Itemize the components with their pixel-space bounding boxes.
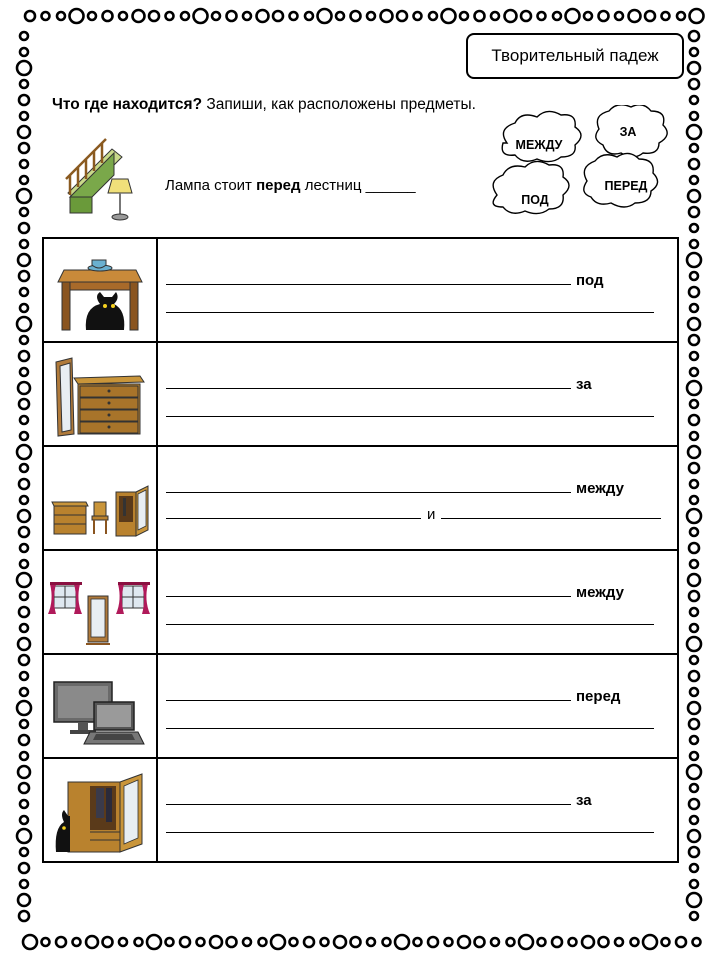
border-circle	[19, 223, 29, 233]
answer-blank[interactable]	[166, 299, 654, 313]
border-circle	[20, 288, 28, 296]
border-circle	[689, 719, 699, 729]
border-circle	[615, 938, 623, 946]
border-circle	[690, 9, 704, 23]
answer-blank[interactable]	[166, 791, 571, 805]
border-circle	[271, 935, 285, 949]
border-circle	[690, 368, 698, 376]
border-circle	[599, 937, 609, 947]
table-row	[43, 238, 678, 342]
border-circle	[20, 304, 28, 312]
border-circle	[584, 12, 592, 20]
border-circle	[212, 12, 220, 20]
border-circle	[290, 12, 298, 20]
border-circle	[19, 351, 29, 361]
border-circle	[20, 112, 28, 120]
answer-blank[interactable]	[166, 479, 571, 493]
border-circle	[690, 96, 698, 104]
border-circle	[180, 937, 190, 947]
word-bank	[485, 105, 685, 230]
stairs-lamp-icon	[62, 135, 142, 223]
border-circle	[687, 381, 701, 395]
border-circle	[690, 624, 698, 632]
border-circle	[20, 880, 28, 888]
monitor-laptop-icon	[50, 660, 150, 752]
border-circle	[688, 702, 700, 714]
border-circle	[689, 31, 699, 41]
border-circle	[19, 479, 29, 489]
border-circle	[690, 224, 698, 232]
border-circle	[18, 638, 30, 650]
border-circle	[243, 12, 251, 20]
border-circle	[645, 11, 655, 21]
picture-cell	[43, 654, 157, 758]
border-circle	[20, 240, 28, 248]
border-circle	[690, 528, 698, 536]
border-circle	[20, 416, 28, 424]
table-row	[43, 654, 678, 758]
border-circle	[147, 935, 161, 949]
answer-cell[interactable]	[157, 758, 678, 862]
border-circle	[19, 399, 29, 409]
border-circle	[367, 938, 375, 946]
border-circle	[227, 11, 237, 21]
border-circle	[18, 254, 30, 266]
conjunction-label: и	[427, 506, 436, 523]
border-circle	[690, 48, 698, 56]
border-circle	[18, 382, 30, 394]
border-circle	[210, 936, 222, 948]
border-circle	[689, 847, 699, 857]
picture-cell	[43, 550, 157, 654]
border-circle	[19, 735, 29, 745]
border-circle	[20, 688, 28, 696]
border-circle	[290, 938, 298, 946]
border-circle	[690, 432, 698, 440]
border-circle	[460, 12, 468, 20]
border-circle	[395, 935, 409, 949]
border-circle	[505, 10, 517, 22]
answer-blank[interactable]	[441, 505, 661, 519]
border-circle	[689, 671, 699, 681]
wardrobe-cat-icon	[50, 764, 150, 856]
border-circle	[442, 9, 456, 23]
border-circle	[20, 464, 28, 472]
instruction	[52, 96, 476, 114]
answer-line[interactable]	[166, 791, 592, 809]
border-circle	[20, 800, 28, 808]
border-circle	[566, 9, 580, 23]
answer-line[interactable]	[166, 299, 654, 317]
border-circle	[103, 11, 113, 21]
picture-cell	[43, 758, 157, 862]
border-circle	[42, 938, 50, 946]
border-circle	[70, 9, 84, 23]
border-circle	[690, 736, 698, 744]
border-circle	[690, 272, 698, 280]
border-circle	[17, 445, 31, 459]
border-circle	[552, 937, 562, 947]
border-circle	[690, 864, 698, 872]
example-sentence	[165, 177, 416, 194]
word-bank-item: ПЕРЕД	[604, 179, 648, 193]
border-circle	[615, 12, 623, 20]
border-circle	[194, 9, 208, 23]
border-circle	[334, 936, 346, 948]
border-circle	[383, 938, 391, 946]
border-circle	[166, 12, 174, 20]
border-circle	[693, 938, 701, 946]
border-circle	[243, 938, 251, 946]
preposition-label: за	[576, 376, 592, 393]
border-circle	[197, 938, 205, 946]
border-circle	[687, 125, 701, 139]
border-circle	[20, 80, 28, 88]
border-circle	[381, 10, 393, 22]
border-circle	[20, 816, 28, 824]
border-circle	[23, 935, 37, 949]
answer-blank[interactable]	[166, 505, 421, 519]
border-circle	[20, 592, 28, 600]
border-circle	[690, 784, 698, 792]
answer-cell[interactable]	[157, 342, 678, 446]
answer-line[interactable]	[166, 505, 661, 523]
instruction-question: Что где находится?	[52, 96, 203, 113]
answer-line[interactable]	[166, 403, 654, 421]
picture-cell	[43, 238, 157, 342]
table-row	[43, 446, 678, 550]
answer-line[interactable]	[166, 375, 592, 393]
border-circle	[19, 863, 29, 873]
border-circle	[20, 624, 28, 632]
border-circle	[19, 271, 29, 281]
border-circle	[20, 336, 28, 344]
border-circle	[690, 240, 698, 248]
border-circle	[367, 12, 375, 20]
border-circle	[18, 126, 30, 138]
answer-line[interactable]	[166, 479, 624, 497]
answer-blank[interactable]	[166, 583, 571, 597]
border-circle	[17, 573, 31, 587]
example-preposition: перед	[256, 177, 301, 194]
border-circle	[20, 368, 28, 376]
border-circle	[519, 935, 533, 949]
border-circle	[690, 880, 698, 888]
answer-line[interactable]	[166, 819, 654, 837]
border-circle	[689, 159, 699, 169]
border-circle	[304, 937, 314, 947]
border-circle	[688, 830, 700, 842]
border-circle	[119, 12, 127, 20]
answer-blank[interactable]	[166, 687, 571, 701]
example-start: Лампа стоит	[165, 177, 257, 194]
cloud-icon	[485, 105, 685, 230]
answer-cell[interactable]	[157, 550, 678, 654]
border-circle	[86, 936, 98, 948]
answer-line[interactable]	[166, 271, 604, 289]
border-circle	[538, 938, 546, 946]
page-title-text: Творительный падеж	[491, 46, 659, 65]
border-circle	[689, 287, 699, 297]
border-circle	[88, 12, 96, 20]
word-bank-item: ПОД	[521, 193, 549, 207]
table-row	[43, 550, 678, 654]
word-bank-item: ЗА	[619, 125, 637, 139]
border-circle	[690, 304, 698, 312]
preposition-label: за	[576, 792, 592, 809]
border-circle	[57, 12, 65, 20]
border-circle	[321, 938, 329, 946]
border-circle	[582, 936, 594, 948]
border-circle	[351, 11, 361, 21]
border-circle	[687, 765, 701, 779]
border-circle	[687, 509, 701, 523]
border-circle	[17, 829, 31, 843]
answer-line[interactable]	[166, 583, 624, 601]
border-circle	[20, 208, 28, 216]
border-circle	[18, 894, 30, 906]
border-circle	[690, 352, 698, 360]
border-circle	[690, 112, 698, 120]
border-circle	[20, 752, 28, 760]
border-circle	[507, 938, 515, 946]
border-circle	[643, 935, 657, 949]
border-circle	[475, 937, 485, 947]
border-circle	[428, 937, 438, 947]
answer-cell[interactable]	[157, 238, 678, 342]
border-circle	[491, 938, 499, 946]
border-circle	[19, 655, 29, 665]
border-circle	[103, 937, 113, 947]
border-circle	[227, 937, 237, 947]
border-circle	[149, 11, 159, 21]
border-circle	[689, 79, 699, 89]
preposition-label: под	[576, 272, 604, 289]
border-circle	[42, 12, 50, 20]
border-circle	[17, 317, 31, 331]
example-end: лестниц ______	[300, 177, 416, 194]
border-circle	[690, 752, 698, 760]
answer-line[interactable]	[166, 611, 654, 629]
border-circle	[475, 11, 485, 21]
border-circle	[19, 911, 29, 921]
border-circle	[689, 207, 699, 217]
border-circle	[18, 766, 30, 778]
preposition-label: перед	[576, 688, 621, 705]
answer-line[interactable]	[166, 687, 620, 705]
border-circle	[257, 10, 269, 22]
border-circle	[445, 938, 453, 946]
border-circle	[690, 400, 698, 408]
worksheet-table	[42, 237, 679, 863]
border-circle	[135, 938, 143, 946]
picture-cell	[43, 342, 157, 446]
border-circle	[20, 176, 28, 184]
border-circle	[20, 160, 28, 168]
answer-line[interactable]	[166, 715, 654, 733]
border-circle	[690, 816, 698, 824]
border-circle	[20, 672, 28, 680]
preposition-label: между	[576, 584, 624, 601]
border-circle	[689, 543, 699, 553]
instruction-text: Запиши, как расположены предметы.	[206, 96, 476, 113]
border-circle	[688, 62, 700, 74]
border-circle	[20, 496, 28, 504]
answer-blank[interactable]	[166, 403, 654, 417]
answer-cell[interactable]	[157, 446, 678, 550]
border-circle	[690, 560, 698, 568]
answer-blank[interactable]	[166, 611, 654, 625]
border-circle	[676, 937, 686, 947]
mirror-dresser-icon	[50, 348, 150, 440]
border-circle	[305, 12, 313, 20]
border-circle	[629, 10, 641, 22]
border-circle	[56, 937, 66, 947]
border-circle	[17, 61, 31, 75]
border-circle	[18, 510, 30, 522]
answer-blank[interactable]	[166, 715, 654, 729]
border-circle	[690, 496, 698, 504]
border-circle	[689, 335, 699, 345]
border-circle	[689, 463, 699, 473]
border-circle	[687, 253, 701, 267]
border-circle	[19, 607, 29, 617]
border-circle	[166, 938, 174, 946]
border-circle	[20, 720, 28, 728]
border-circle	[19, 783, 29, 793]
answer-cell[interactable]	[157, 654, 678, 758]
border-circle	[20, 432, 28, 440]
border-circle	[19, 527, 29, 537]
border-circle	[19, 143, 29, 153]
border-circle	[25, 11, 35, 21]
border-circle	[538, 12, 546, 20]
table-row	[43, 758, 678, 862]
preposition-label: между	[576, 480, 624, 497]
border-circle	[553, 12, 561, 20]
border-circle	[689, 799, 699, 809]
border-circle	[521, 11, 531, 21]
border-circle	[397, 11, 407, 21]
answer-blank[interactable]	[166, 819, 654, 833]
border-circle	[414, 938, 422, 946]
border-circle	[133, 10, 145, 22]
border-circle	[690, 480, 698, 488]
border-circle	[73, 938, 81, 946]
border-circle	[429, 12, 437, 20]
border-circle	[414, 12, 422, 20]
border-circle	[20, 48, 28, 56]
border-circle	[689, 591, 699, 601]
border-circle	[690, 608, 698, 616]
border-circle	[690, 176, 698, 184]
border-circle	[690, 144, 698, 152]
border-circle	[17, 189, 31, 203]
border-circle	[687, 893, 701, 907]
answer-blank[interactable]	[166, 271, 571, 285]
border-circle	[19, 95, 29, 105]
border-circle	[688, 190, 700, 202]
border-circle	[259, 938, 267, 946]
windows-mirror-icon	[48, 556, 152, 648]
border-circle	[631, 938, 639, 946]
dresser-chair-wardrobe-icon	[48, 452, 152, 544]
page-title	[466, 33, 684, 79]
border-circle	[20, 32, 28, 40]
border-circle	[318, 9, 332, 23]
border-circle	[690, 688, 698, 696]
border-circle	[662, 938, 670, 946]
table-row	[43, 342, 678, 446]
border-circle	[690, 912, 698, 920]
border-circle	[20, 848, 28, 856]
border-circle	[677, 12, 685, 20]
answer-blank[interactable]	[166, 375, 571, 389]
border-circle	[20, 560, 28, 568]
border-circle	[689, 415, 699, 425]
border-circle	[273, 11, 283, 21]
border-circle	[181, 12, 189, 20]
border-circle	[687, 637, 701, 651]
border-circle	[662, 12, 670, 20]
word-bank-item: МЕЖДУ	[515, 138, 563, 152]
border-circle	[688, 446, 700, 458]
border-circle	[599, 11, 609, 21]
border-circle	[491, 12, 499, 20]
picture-cell	[43, 446, 157, 550]
border-circle	[119, 938, 127, 946]
border-circle	[17, 701, 31, 715]
border-circle	[688, 318, 700, 330]
border-circle	[569, 938, 577, 946]
border-circle	[336, 12, 344, 20]
border-circle	[351, 937, 361, 947]
table-cat-icon	[50, 244, 150, 336]
border-circle	[20, 544, 28, 552]
border-circle	[688, 574, 700, 586]
border-circle	[458, 936, 470, 948]
border-circle	[690, 656, 698, 664]
